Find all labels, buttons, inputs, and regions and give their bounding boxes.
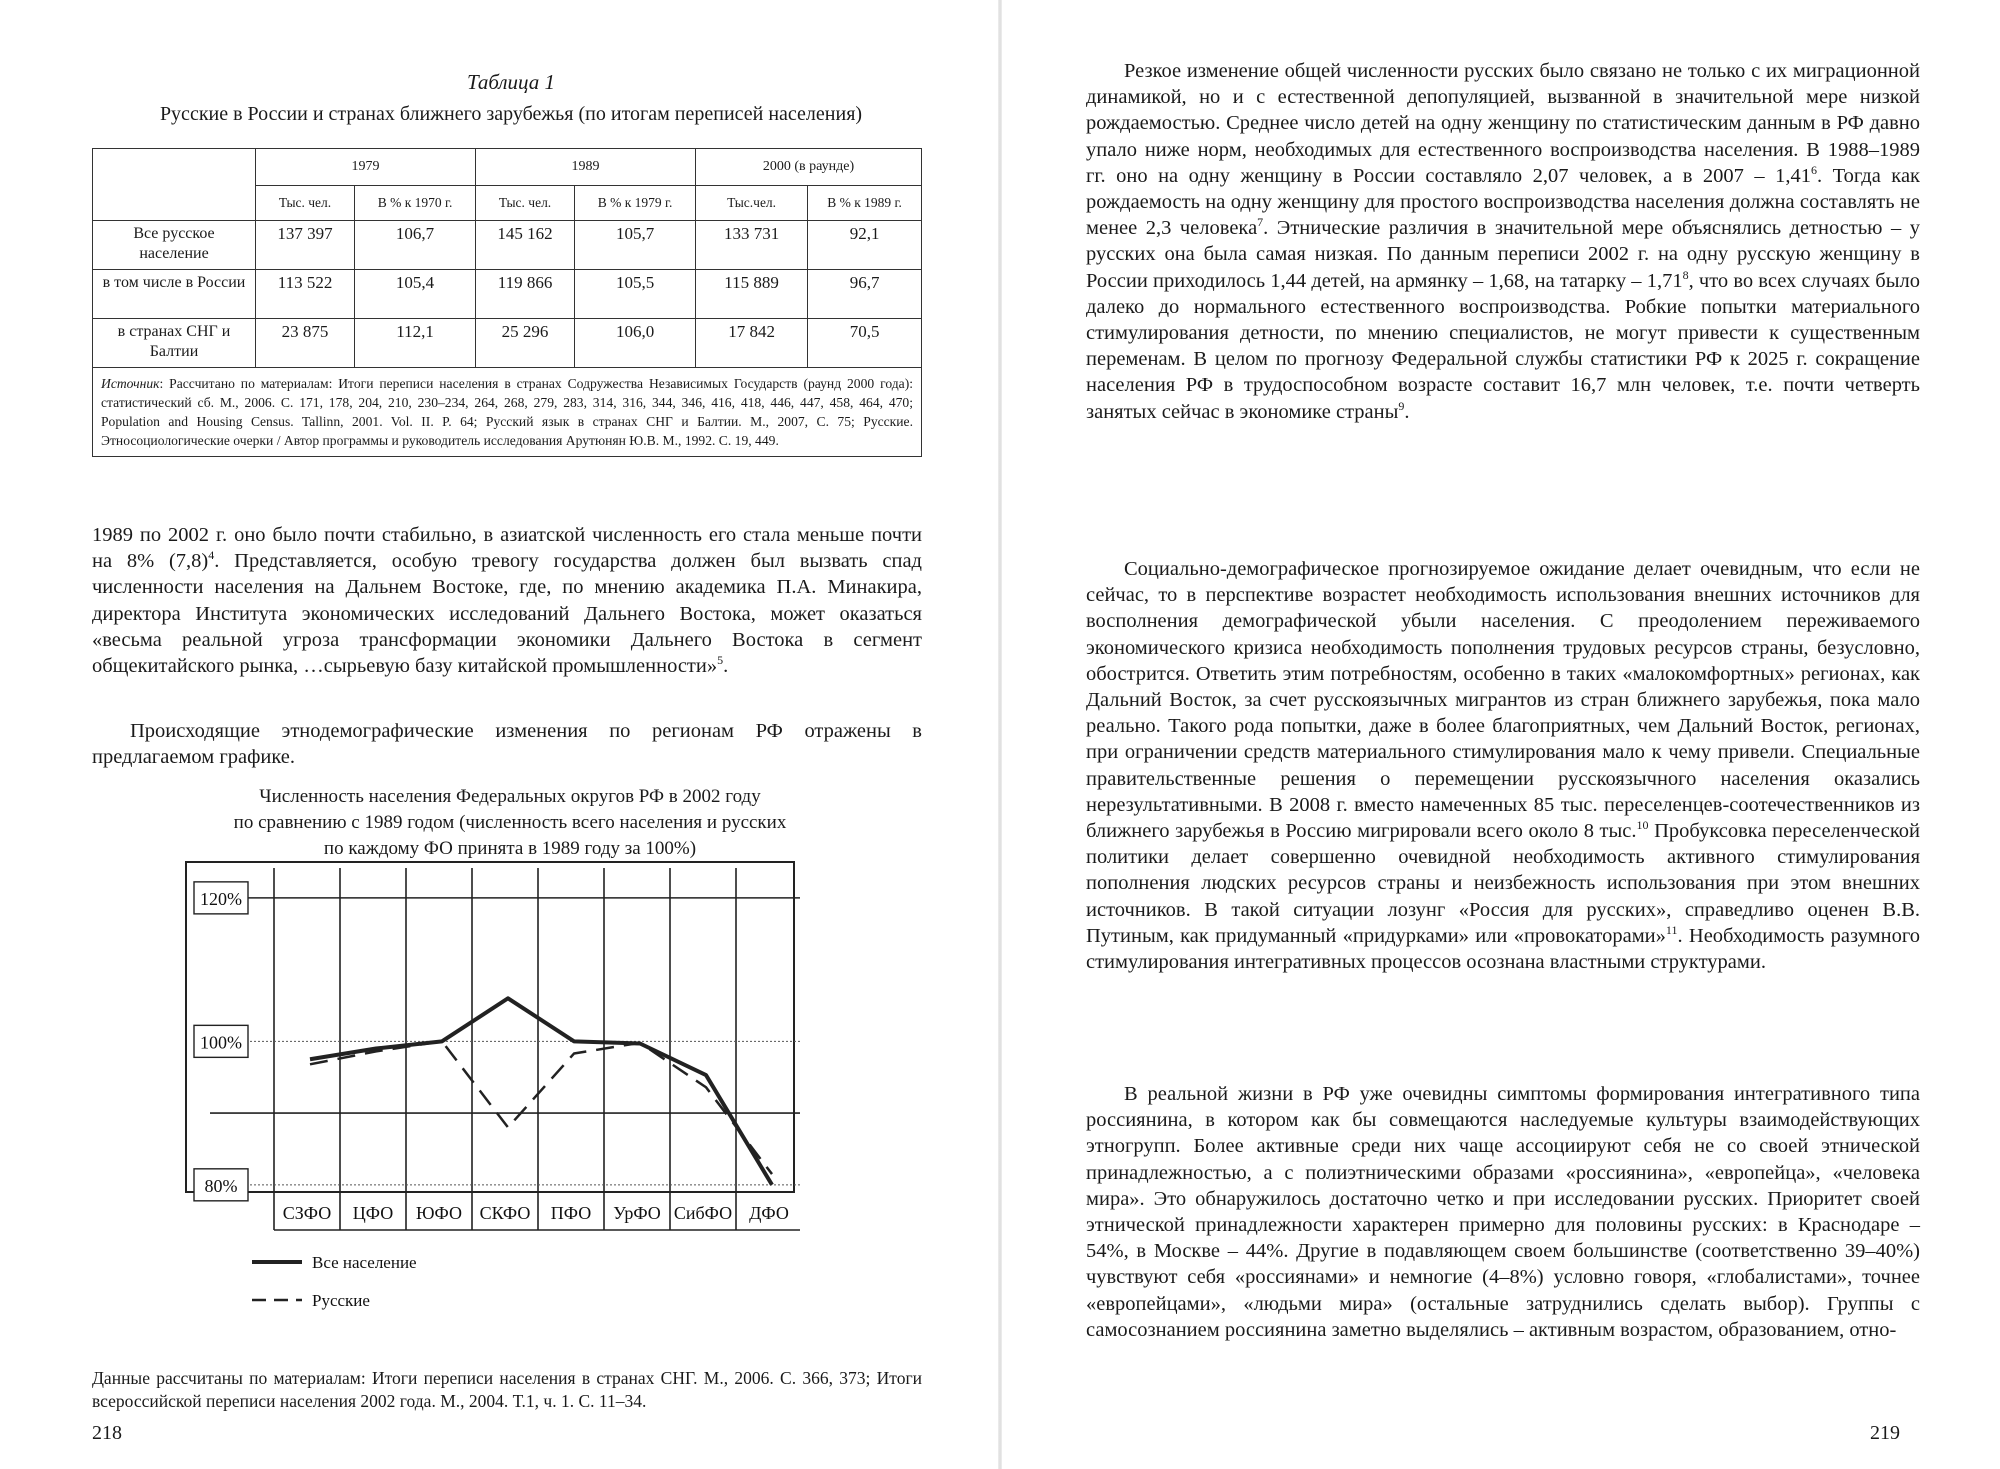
para-text: Пробуксовка переселенческой политики делает совершенно очевидной необходимость активного стимулирования пополнения людских ресурсов страны и неизбежность использования при этом внешних источников. В такой ситуации лозунг «Россия для русских», справедливо оценен В.В. Путиным, как придуманный «придурками» или «провокаторами» (1086, 820, 1921, 947)
table-subheader: В % к 1970 г. (355, 186, 476, 221)
chart-source-note: Данные рассчитаны по материалам: Итоги переписи населения в странах СНГ. М., 2006. С. 366, 373; Итоги всероссийской переписи населения 2002 года. М., 2004. Т.1, ч. 1. С. 11–34. (92, 1368, 922, 1411)
para-text: В реальной жизни в РФ уже очевидны симптомы формирования интегративного типа россиянина, в котором как бы совмещаются наследуемые культуры взаимодействующих этногрупп. Более активные среди них чаще ассоциируют себя не со своей этнической принадлежностью, а с полиэтническими образами «россиянина», «европейца», «человека мира». Это обнаружилось достаточно четко и при исследовании русских. Приоритет своей этнической принадлежности характерен примерно для половины русских: в Краснодаре – 54%, в Москве – 44%. Другие в подавляющем своем большинстве (соответственно 39–40%) чувствуют себя «россиянами» и немногие (4–8%) условно говоря, «глобалистами», точнее «европейцами», «людьми мира» (остальные затруднились сделать выбор). Группы с самосознанием россиянина заметно выделялись – активным возрастом, образованием, отно- (1086, 1083, 1920, 1341)
para-text: , что во всех случаях было далеко до нормального естественного воспроизводства. Робкие попытки материального стимулирования детности, по мнению специалистов, не могут привести к существенным переменам. В целом по прогнозу Федеральной службы статистики РФ к 2025 г. сокращение населения РФ в трудоспособном возрасте составит 16,7 млн человек, т.е. почти четверть занятых сейчас в экономике страны (1086, 269, 1920, 423)
x-tick-label: СЗФО (282, 1203, 332, 1223)
para-text: . (1404, 400, 1410, 423)
footnote-ref: 11 (1665, 923, 1678, 938)
y-tick-label: 100% (200, 1032, 242, 1053)
table-cell: 113 522 (256, 270, 355, 319)
page-number: 218 (92, 1422, 122, 1444)
y-tick-label: 120% (200, 888, 242, 909)
table-row (93, 221, 922, 270)
table-cell: 115 889 (696, 270, 808, 319)
footnote-ref: 10 (1636, 818, 1649, 833)
table-cell: 105,5 (575, 270, 696, 319)
footnote-ref: 7 (1257, 215, 1264, 230)
para-text: Резкое изменение общей численности русских было связано не только с их миграционной динамикой, но и с естественной депопуляцией, вызванной в значительной мере низкой рождаемостью. Среднее число детей на одну женщину по статистическим данным в РФ давно упало ниже норм, необходимых для естественного воспроизводства населения. В 1988–1989 гг. оно на одну женщину в России составляло 2,07 человек, а в 2007 – 1,41 (1086, 60, 1920, 187)
table-row-label: Все русское население (93, 221, 256, 270)
para-text: Социально-демографическое прогнозируемое ожидание делает очевидным, что если не сейчас, то в перспективе возрастет необходимость использования внешних источников для восполнения демографической убыли населения. С преодолением переживаемого экономического кризиса необходимость пополнения трудовых ресурсов страны, безусловно, обострится. Ответить этим потребностям, особенно в таких «малокомфортных» регионах, как Дальний Восток, за счет русскоязычных мигрантов из стран ближнего зарубежья, пока мало реально. Такого рода попытки, даже в более благоприятных, чем Дальний Восток, регионах, при ограничении средств материального стимулирования мало к чему привели. Специальные правительственные решения о перемещении русскоязычного населения оказались нерезультативными. В 2008 г. вместо намеченных 85 тыс. переселенцев-соотечественников из ближнего зарубежья в Россию мигрировали всего около 8 тыс. (1086, 558, 1920, 843)
table-cell: 105,7 (575, 221, 696, 270)
table-source-note (93, 368, 922, 457)
para-text: . (723, 655, 729, 678)
body-paragraph (1086, 1081, 1920, 1343)
table-year-header: 1979 (256, 149, 476, 186)
table-cell: 106,0 (575, 319, 696, 368)
table-subheader: Тыс. чел. (256, 186, 355, 221)
table-year-header: 1989 (476, 149, 696, 186)
footnote-ref: 6 (1811, 162, 1818, 177)
para-text: . Представляется, особую тревогу государства должен был вызвать спад численности населения на Дальнем Востоке, где, по мнению академика П.А. Минакира, директора Института экономических исследований Дальнего Востока, может оказаться «весьма реальной угроза трансформации экономики Дальнего Востока в сегмент общекитайского рынка, …сырьевую базу китайской промышленности» (92, 550, 922, 678)
table-cell: 112,1 (355, 319, 476, 368)
table-cell: 17 842 (696, 319, 808, 368)
table-year-header: 2000 (в раунде) (696, 149, 922, 186)
chart-title-line: по каждому ФО принята в 1989 году за 100%) (323, 838, 697, 859)
para-text: . Необходимость разумного стимулирования интегративных процессов осознана властными структурами. (1086, 924, 1921, 974)
legend-label: Русские (312, 1291, 370, 1310)
body-paragraph (92, 522, 922, 679)
table-cell: 23 875 (256, 319, 355, 368)
para-text: . Этнические различия в значительной мере объяснялись детностью – у русских она была самая низкая. По данным переписи 2002 г. на одну русскую женщину в России приходилось 1,44 детей, на армянку – 1,68, на татарку – 1,71 (1086, 217, 1920, 292)
x-tick-label: УрФО (613, 1203, 661, 1223)
russians-series-line (310, 1041, 772, 1174)
source-label: Источник (101, 376, 160, 391)
chart-title-line: по сравнению с 1989 годом (численность всего населения и русских (233, 812, 787, 833)
x-tick-label: ПФО (550, 1203, 592, 1223)
footnote-ref: 5 (717, 653, 724, 668)
body-paragraph (1086, 556, 1920, 975)
table-row (93, 270, 922, 319)
table-cell: 70,5 (808, 319, 922, 368)
table-cell: 137 397 (256, 221, 355, 270)
table-cell: 133 731 (696, 221, 808, 270)
source-text: : Рассчитано по материалам: Итоги переписи населения в странах Содружества Независимых Государств (раунд 2000 года): статистический сб. М., 2006. С. 171, 178, 204, 210, 230–234, 264, 268, 279, 283, 314, 316, 344, 346, 416, 418, 446, 447, 458, 464, 470; Population and Housing Census. Tallinn, 2001. Vol. II. P. 64; Русский язык в странах СНГ и Балтии. М., 2007, С. 75; Русские. Этносоциологические очерки / Автор программы и руководитель исследования Арутюнян Ю.В. М., 1992. С. 19, 449. (101, 376, 913, 448)
body-paragraph (92, 718, 922, 770)
table-cell: 105,4 (355, 270, 476, 319)
y-tick-label: 80% (204, 1175, 238, 1196)
table-cell: 92,1 (808, 221, 922, 270)
table-label: Таблица 1 (466, 70, 556, 94)
chart-title (140, 784, 880, 862)
population-line-chart (180, 860, 800, 1350)
x-tick-label: СКФО (479, 1203, 531, 1223)
para-text: 1989 по 2002 г. оно было почти стабильно, в азиатской численность его стала меньше почти на 8% (7,8) (92, 524, 922, 573)
table-row-label: в том числе в России (93, 270, 256, 319)
body-paragraph (1086, 58, 1920, 425)
table-subheader: Тыс.чел. (696, 186, 808, 221)
table-subheader: В % к 1989 г. (808, 186, 922, 221)
table-cell: 119 866 (476, 270, 575, 319)
table-row-label: в странах СНГ и Балтии (93, 319, 256, 368)
table-cell: 106,7 (355, 221, 476, 270)
x-tick-label: ЦФО (352, 1203, 394, 1223)
legend-label: Все население (312, 1253, 417, 1272)
footnote-ref: 9 (1398, 398, 1405, 413)
chart-title-line: Численность населения Федеральных округов РФ в 2002 году (259, 786, 761, 807)
table-cell: 145 162 (476, 221, 575, 270)
x-tick-label: ДФО (749, 1203, 789, 1223)
footnote-ref: 4 (208, 548, 215, 563)
population-table (92, 148, 922, 457)
table-cell: 25 296 (476, 319, 575, 368)
table-row (93, 319, 922, 368)
para-text: . Тогда как рождаемость на одну женщину для простого воспроизводства населения должна составлять не менее 2,3 человека (1086, 164, 1920, 240)
right-page (1000, 0, 2000, 1469)
table-subheader: В % к 1979 г. (575, 186, 696, 221)
footnote-ref: 8 (1682, 267, 1689, 282)
table-corner-cell (93, 149, 256, 221)
table-title: Русские в России и странах ближнего зарубежья (по итогам переписей населения) (159, 103, 863, 125)
x-tick-label: СибФО (673, 1203, 733, 1223)
para-text: Происходящие этнодемографические изменения по регионам РФ отражены в предлагаемом графике. (92, 720, 922, 769)
page-number: 219 (1870, 1422, 1900, 1444)
table-subheader: Тыс. чел. (476, 186, 575, 221)
table-cell: 96,7 (808, 270, 922, 319)
x-tick-label: ЮФО (416, 1203, 462, 1223)
plot-frame (186, 862, 794, 1192)
